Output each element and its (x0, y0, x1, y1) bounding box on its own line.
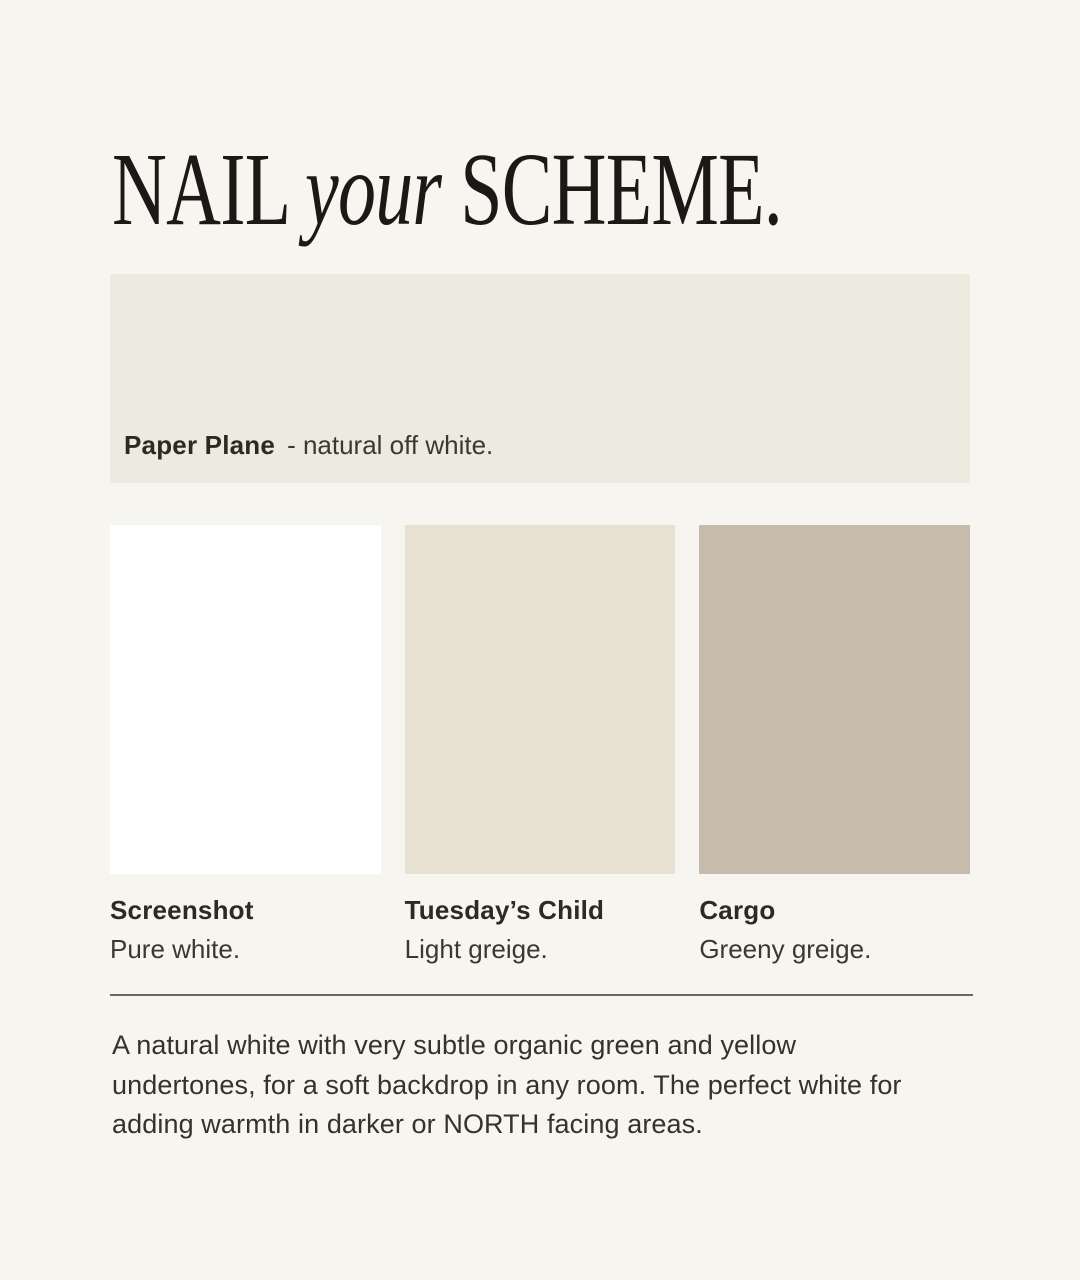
description-line: A natural white with very subtle organic green and yellow (112, 1030, 797, 1060)
swatch-row (110, 525, 970, 964)
swatch-chip-screenshot (110, 525, 381, 874)
hero-swatch-label (124, 429, 493, 461)
swatch-name: Cargo (699, 895, 776, 925)
swatch-description: Light greige. (404, 934, 548, 964)
hero-swatch-description: - natural off white. (287, 430, 494, 460)
swatch-description: Pure white. (110, 934, 241, 964)
swatch-card-tuesdays-child (405, 525, 676, 964)
divider-line (110, 994, 973, 996)
description-line: undertones, for a soft backdrop in any room. The perfect white for (112, 1069, 902, 1100)
title-word-scheme: SCHEME. (460, 132, 783, 247)
swatch-card-cargo (699, 525, 970, 964)
swatch-card-screenshot (110, 525, 381, 964)
color-description-paragraph (112, 1026, 902, 1145)
title-word-your: your (304, 132, 442, 247)
swatch-name: Screenshot (110, 895, 254, 925)
swatch-description: Greeny greige. (699, 934, 872, 964)
description-line: adding warmth in darker or NORTH facing areas. (112, 1109, 703, 1139)
title-word-nail: NAIL (112, 132, 291, 247)
hero-swatch-name: Paper Plane (124, 430, 276, 460)
swatch-chip-tuesdays-child (405, 525, 676, 874)
swatch-name: Tuesday’s Child (404, 895, 605, 925)
swatch-chip-cargo (699, 525, 970, 874)
hero-swatch-paper-plane (110, 274, 970, 483)
page-title (112, 132, 783, 247)
